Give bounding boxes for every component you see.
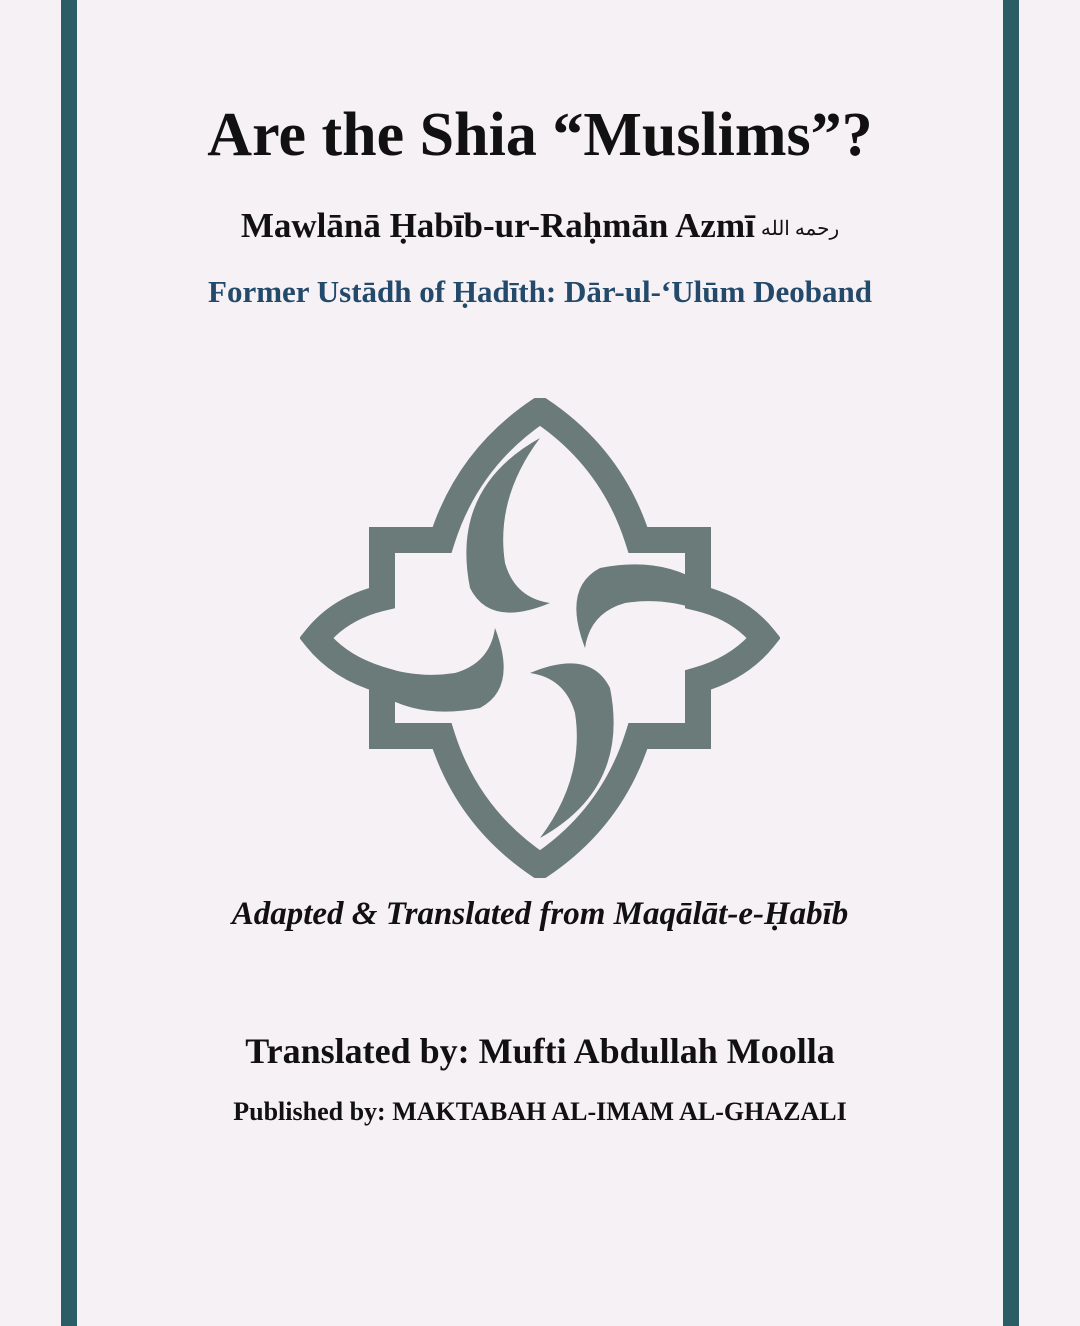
emblem-crescent-right	[576, 564, 752, 648]
author-subtitle: Former Ustādh of Ḥadīth: Dār-ul-‘Ulūm Deoband	[208, 274, 872, 309]
translator-credit: Translated by: Mufti Abdullah Moolla	[245, 1031, 835, 1071]
emblem-star-outline	[316, 410, 764, 866]
book-cover	[77, 0, 1003, 1326]
author-line	[77, 206, 1003, 246]
author-name: Mawlānā Ḥabīb-ur-Raḥmān Azmī	[240, 206, 755, 245]
adaptation-note: Adapted & Translated from Maqālāt-e-Ḥabīb	[231, 896, 849, 932]
book-title: Are the Shia “Muslims”?	[207, 101, 873, 169]
author-honorific: رحمه الله	[760, 218, 840, 240]
left-border	[61, 0, 77, 1326]
emblem-crescent-left	[328, 628, 504, 712]
right-border	[1003, 0, 1019, 1326]
publisher-credit: Published by: MAKTABAH AL-IMAM AL-GHAZALI	[233, 1097, 847, 1126]
eight-point-star-petal-emblem-icon	[300, 398, 780, 878]
